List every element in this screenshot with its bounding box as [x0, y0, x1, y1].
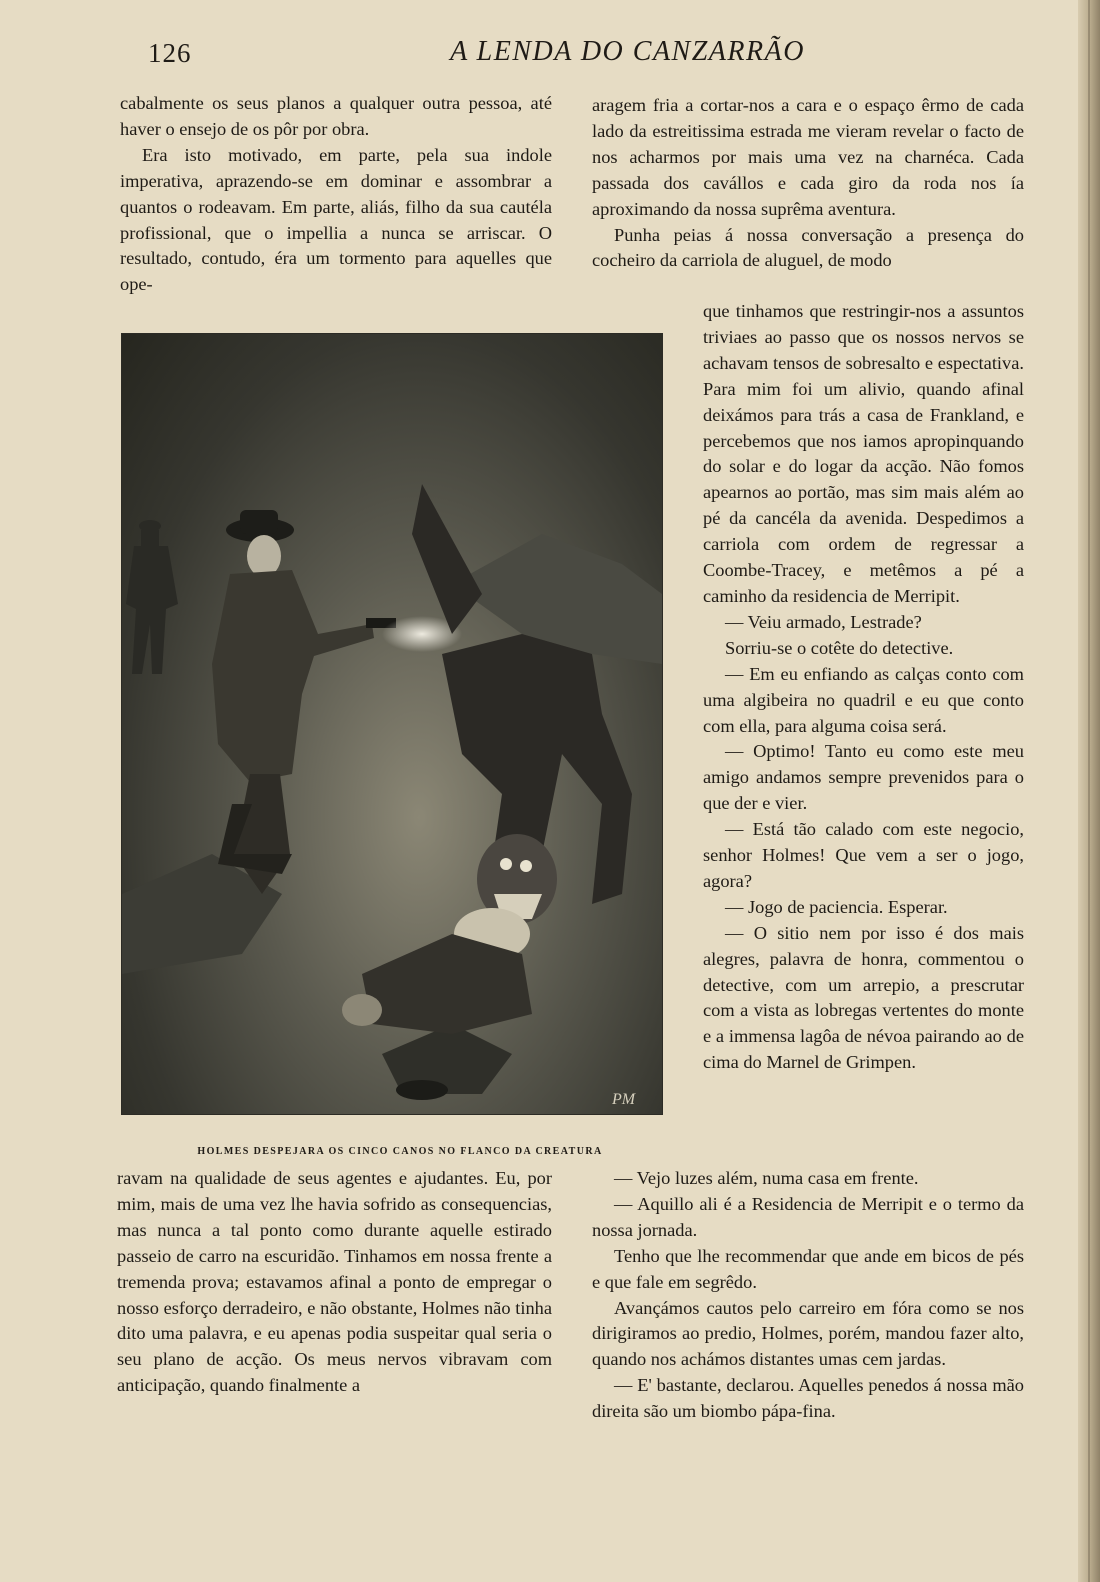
- dialogue-line: — O sitio nem por isso é dos mais alegres, palavra de honra, commentou o detective, com um arrepio, a prescrutar com a vista as lobregas vertentes do monte e a immensa lagôa de névoa pairando ao de cima do Marnel de Grimpen.: [703, 922, 1024, 1073]
- running-title: A LENDA DO CANZARRÃO: [450, 36, 805, 67]
- dialogue-line: — Jogo de paciencia. Esperar.: [725, 896, 948, 917]
- page-number: 126: [148, 38, 192, 68]
- illustrator-signature: PM: [612, 1091, 636, 1108]
- page-edge: [1078, 0, 1100, 1582]
- paragraph: ravam na qualidade de seus agentes e ajudantes. Eu, por mim, mais de uma vez lhe havia sofrido as consequencias, mas nunca a tal ponto como durante aquelle estirado passeio de carro na escuridão. Tinhamos em nossa frente a tremenda prova; estavamos afinal a ponto de empregar o nosso esforço derradeiro, e não obstante, Holmes não tinha dito uma palavra, e eu apenas podia suspeitar qual seria o seu plano de acção. Os meus nervos vibravam com anticipação, quando finalmente a: [117, 1168, 552, 1396]
- paragraph: que tinhamos que restringir-nos a assuntos triviaes ao passo que os nossos nervos se achavam tensos de sobresalto e espectativa. Para mim foi um alivio, quando afinal deixámos para trás a casa de Frankland, e percebemos que nos iamos apropinquando do solar e do logar da acção. Não fomos apearnos ao portão, mas sim mais além ao pé da cancéla da avenida. Despedimos a carriola com ordem de regressar a Coombe-Tracey, e metêmos a pé a caminho da residencia de Merripit.: [703, 301, 1024, 606]
- dialogue-line: — Optimo! Tanto eu como este meu amigo andamos sempre prevenidos para o que der e vier.: [703, 741, 1024, 814]
- page-header: [120, 34, 1035, 74]
- dialogue-line: — E' bastante, declarou. Aquelles penedos á nossa mão direita são um biombo pápa-fina.: [592, 1375, 1024, 1422]
- paragraph: cabalmente os seus planos a qualquer outra pessoa, até haver o ensejo de os pôr por obra.: [120, 93, 552, 139]
- holmes-figure: [212, 510, 396, 894]
- dialogue-line: — Em eu enfiando as calças conto com uma algibeira no quadril e eu que conto com ella, para alguma coisa será.: [703, 663, 1024, 736]
- paragraph: Sorriu-se o cotête do detective.: [725, 637, 954, 658]
- left-column-bottom: [117, 1166, 552, 1399]
- right-column-wrapped: [703, 299, 1024, 1076]
- dialogue-line: — Está tão calado com este negocio, senhor Holmes! Que vem a ser o jogo, agora?: [703, 819, 1024, 891]
- illustration-caption: HOLMES DESPEJARA OS CINCO CANOS NO FLANCO DA CREATURA: [197, 1146, 603, 1157]
- paragraph: Avançámos cautos pelo carreiro em fóra como se nos dirigiramos ao predio, Holmes, porém, mandou fazer alto, quando nos achámos distantes umas cem jardas.: [592, 1297, 1024, 1370]
- distant-figure: [126, 520, 178, 674]
- paragraph: Punha peias á nossa conversação a presença do cocheiro da carriola de aluguel, de modo: [592, 224, 1024, 271]
- dialogue-line: — Aquillo ali é a Residencia de Merripit e o termo da nossa jornada.: [592, 1193, 1024, 1240]
- rock: [382, 1024, 512, 1094]
- right-column-top: [592, 93, 1024, 274]
- dialogue-line: — Vejo luzes além, numa casa em frente.: [614, 1168, 919, 1188]
- paragraph: aragem fria a cortar-nos a cara e o espaço êrmo de cada lado da estreitissima estrada me vieram revelar o facto de nos acharmos por mais uma vez na charnéca. Cada passada dos cavállos e cada giro da roda nos ía aproximando da nossa suprêma aventura.: [592, 95, 1024, 219]
- dialogue-line: — Veiu armado, Lestrade?: [725, 611, 922, 632]
- left-column-top: [120, 91, 552, 298]
- paragraph: Era isto motivado, em parte, pela sua indole imperativa, aprazendo-se em dominar e assombrar a quantos o rodeavam. Em parte, aliás, filho da sua cautéla profissional, que o impellia a nunca se arriscar. O resultado, contudo, éra um tormento para aquelles que ope-: [120, 144, 552, 295]
- illustration: [121, 333, 663, 1115]
- paragraph: Tenho que lhe recommendar que ande em bicos de pés e que fale em segrêdo.: [592, 1245, 1024, 1292]
- illustration-drawing: [122, 334, 662, 1114]
- right-column-bottom: [592, 1166, 1024, 1425]
